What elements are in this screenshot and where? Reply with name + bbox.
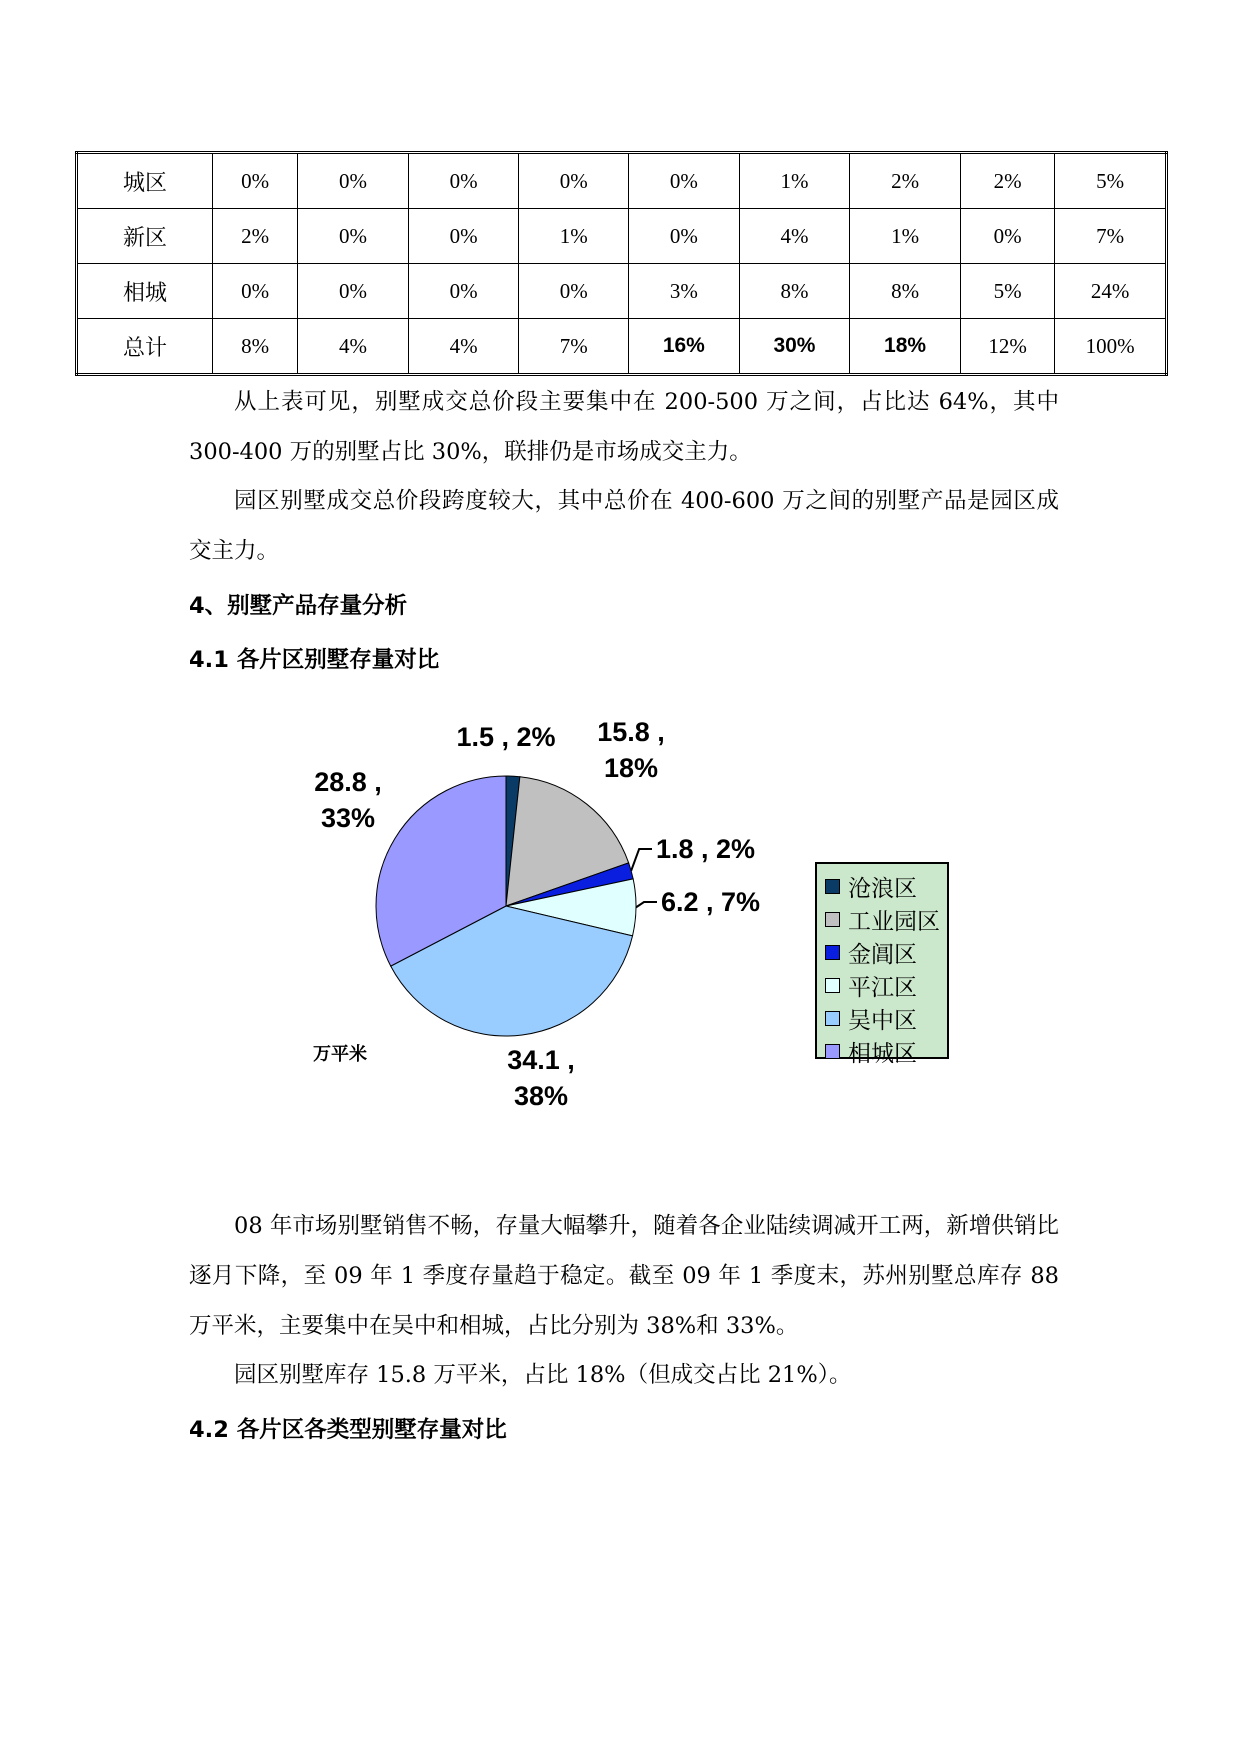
table-cell: 0% bbox=[408, 209, 519, 264]
table-cell: 8% bbox=[850, 264, 961, 319]
table-cell: 4% bbox=[408, 319, 519, 375]
pie-data-label: 34.1 , 38% bbox=[507, 1045, 575, 1111]
row-header: 城区 bbox=[77, 153, 213, 209]
pie-data-label: 15.8 , 18% bbox=[597, 717, 665, 783]
legend-label: 工业园区 bbox=[848, 909, 940, 935]
chart-legend bbox=[815, 862, 949, 1067]
table-cell: 7% bbox=[519, 319, 629, 375]
pie-data-label: 28.8 , 33% bbox=[314, 767, 382, 833]
pie-data-label: 1.5 , 2% bbox=[456, 722, 556, 752]
section-heading-4: 4、别墅产品存量分析 bbox=[189, 593, 408, 619]
chart-unit-label: 万平米 bbox=[313, 1044, 367, 1065]
table-cell: 5% bbox=[960, 264, 1054, 319]
table-cell: 0% bbox=[298, 264, 409, 319]
table-cell: 2% bbox=[212, 209, 297, 264]
table-cell: 0% bbox=[629, 153, 740, 209]
legend-item bbox=[825, 936, 947, 969]
table-cell: 5% bbox=[1055, 153, 1167, 209]
row-header: 相城 bbox=[77, 264, 213, 319]
legend-label: 平江区 bbox=[848, 975, 917, 1001]
legend-label: 金阊区 bbox=[848, 942, 917, 968]
table-cell: 1% bbox=[850, 209, 961, 264]
table-cell: 0% bbox=[298, 153, 409, 209]
table-cell: 0% bbox=[629, 209, 740, 264]
table-cell: 4% bbox=[739, 209, 850, 264]
section-heading-4-1: 4.1 各片区别墅存量对比 bbox=[189, 647, 440, 673]
table-cell: 0% bbox=[408, 264, 519, 319]
table-cell: 2% bbox=[960, 153, 1054, 209]
legend-swatch bbox=[825, 1044, 840, 1059]
table-cell: 0% bbox=[212, 153, 297, 209]
table-cell: 0% bbox=[212, 264, 297, 319]
legend-item bbox=[825, 1002, 947, 1035]
legend-swatch bbox=[825, 945, 840, 960]
table-cell: 8% bbox=[212, 319, 297, 375]
table-cell: 0% bbox=[519, 264, 629, 319]
legend-label: 吴中区 bbox=[848, 1008, 917, 1034]
pie-data-label: 1.8 , 2% bbox=[656, 834, 756, 864]
table-cell: 0% bbox=[960, 209, 1054, 264]
table-cell: 0% bbox=[408, 153, 519, 209]
paragraph-2: 园区别墅成交总价段跨度较大，其中总价在 400-600 万之间的别墅产品是园区成交主力。 bbox=[189, 488, 1059, 564]
table-cell: 1% bbox=[519, 209, 629, 264]
legend-item bbox=[825, 969, 947, 1002]
paragraph-4: 园区别墅库存 15.8 万平米，占比 18%（但成交占比 21%）。 bbox=[234, 1362, 852, 1388]
table-cell: 0% bbox=[298, 209, 409, 264]
table-cell: 0% bbox=[519, 153, 629, 209]
paragraph-1: 从上表可见，别墅成交总价段主要集中在 200-500 万之间，占比达 64%，其中 300-400 万的别墅占比 30%，联排仍是市场成交主力。 bbox=[189, 389, 1059, 465]
label-leader-line bbox=[636, 902, 657, 907]
row-header: 总计 bbox=[77, 319, 213, 375]
legend-swatch bbox=[825, 1011, 840, 1026]
table-cell: 18% bbox=[850, 319, 961, 375]
table-cell: 1% bbox=[739, 153, 850, 209]
table-cell: 12% bbox=[960, 319, 1054, 375]
section-heading-4-2: 4.2 各片区各类型别墅存量对比 bbox=[189, 1417, 507, 1443]
legend-swatch bbox=[825, 912, 840, 927]
legend-swatch bbox=[825, 879, 840, 894]
paragraph-3: 08 年市场别墅销售不畅，存量大幅攀升，随着各企业陆续调减开工两，新增供销比逐月下降，至 09 年 1 季度存量趋于稳定。截至 09 年 1 季度末，苏州别墅总库存 88 万平米，主要集中在吴中和相城，占比分别为 38%和 33%。 bbox=[189, 1213, 1059, 1339]
table-cell: 8% bbox=[739, 264, 850, 319]
row-header: 新区 bbox=[77, 209, 213, 264]
label-leader-line bbox=[631, 849, 652, 871]
table-cell: 4% bbox=[298, 319, 409, 375]
table-cell: 2% bbox=[850, 153, 961, 209]
pie-data-label: 6.2 , 7% bbox=[661, 887, 761, 917]
legend-swatch bbox=[825, 978, 840, 993]
legend-label: 沧浪区 bbox=[848, 876, 917, 902]
legend-item bbox=[825, 870, 947, 903]
legend-item bbox=[825, 903, 947, 936]
table-cell: 3% bbox=[629, 264, 740, 319]
table-cell: 16% bbox=[629, 319, 740, 375]
table-cell: 7% bbox=[1055, 209, 1167, 264]
legend-item bbox=[825, 1035, 947, 1068]
table-cell: 30% bbox=[739, 319, 850, 375]
table-cell: 24% bbox=[1055, 264, 1167, 319]
legend-label: 相城区 bbox=[848, 1041, 917, 1067]
table-cell: 100% bbox=[1055, 319, 1167, 375]
